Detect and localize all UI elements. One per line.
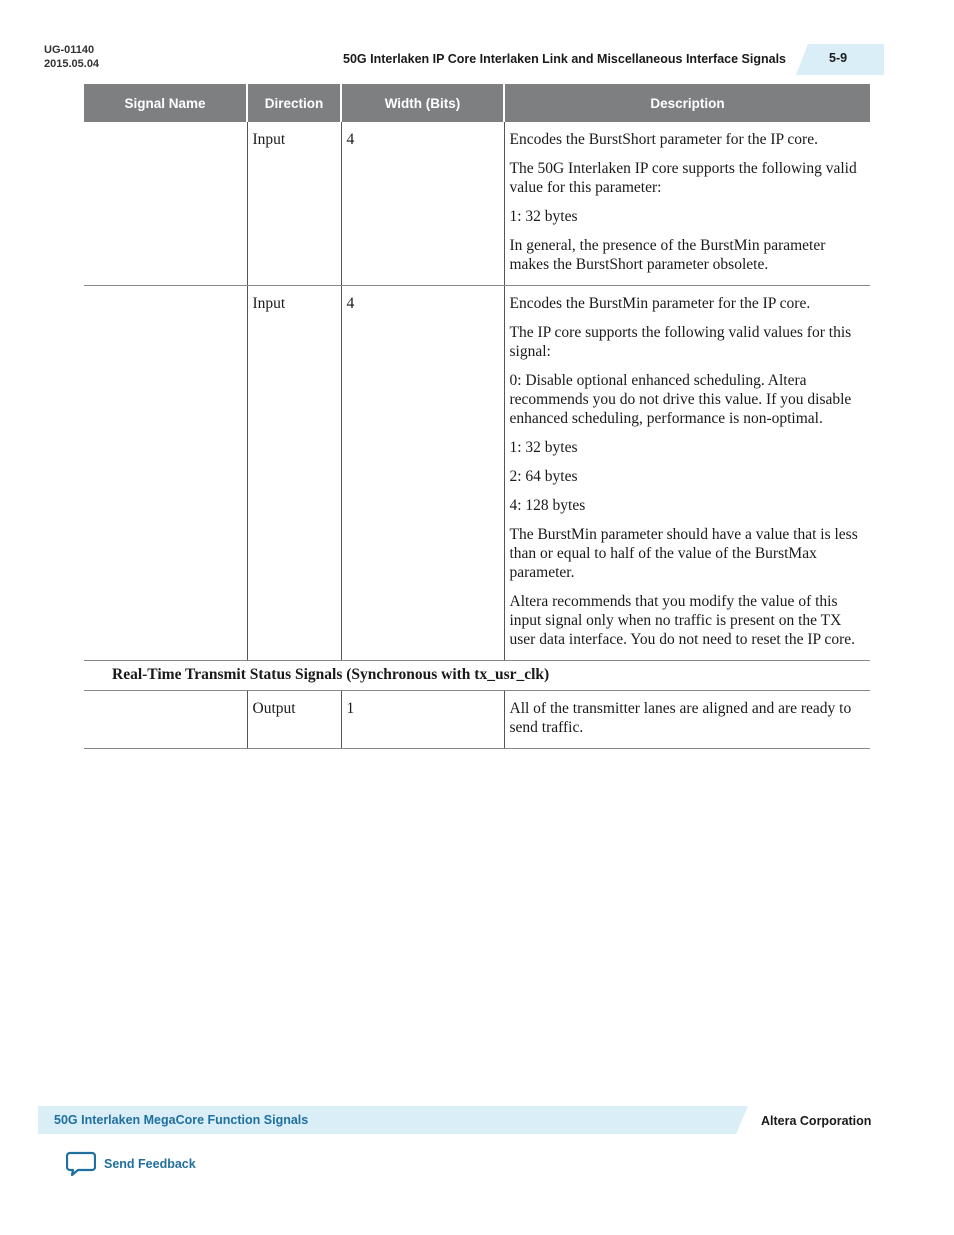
description-paragraph: The IP core supports the following valid values for this signal: xyxy=(509,324,852,360)
signal-name-cell xyxy=(84,691,247,749)
signal-name-cell xyxy=(84,122,247,286)
description-paragraph: All of the transmitter lanes are aligned and are ready to send traffic. xyxy=(509,700,852,736)
section-row xyxy=(84,661,870,691)
send-feedback-label[interactable]: Send Feedback xyxy=(104,1157,196,1171)
description-paragraph: 1: 32 bytes xyxy=(509,439,578,456)
table-row xyxy=(84,691,870,749)
footer-section-link[interactable]: 50G Interlaken MegaCore Function Signals xyxy=(54,1113,309,1127)
column-header-direction: Direction xyxy=(247,84,341,122)
description-cell xyxy=(504,122,870,286)
description-cell xyxy=(504,286,870,661)
doc-date: 2015.05.04 xyxy=(44,58,100,70)
send-feedback-link[interactable] xyxy=(66,1151,196,1177)
description-paragraph: Encodes the BurstShort parameter for the IP core. xyxy=(509,131,818,148)
column-header-width: Width (Bits) xyxy=(341,84,504,122)
table-row xyxy=(84,122,870,286)
description-paragraph: 1: 32 bytes xyxy=(509,208,578,225)
table-row xyxy=(84,286,870,661)
description-cell xyxy=(504,691,870,749)
column-header-description: Description xyxy=(504,84,870,122)
width-cell: 4 xyxy=(341,122,504,286)
description-paragraph: 0: Disable optional enhanced scheduling. Altera recommends you do not drive this value. If you disable enhanced scheduling, performance is non-optimal. xyxy=(509,372,852,427)
description-paragraph: In general, the presence of the BurstMin parameter makes the BurstShort parameter obsolete. xyxy=(509,237,826,273)
description-paragraph: Encodes the BurstMin parameter for the IP core. xyxy=(509,295,811,312)
page-header-title: 50G Interlaken IP Core Interlaken Link and Miscellaneous Interface Signals xyxy=(343,52,786,66)
width-cell: 1 xyxy=(341,691,504,749)
direction-cell: Input xyxy=(247,122,341,286)
description-paragraph: 4: 128 bytes xyxy=(509,497,586,514)
doc-id-block xyxy=(44,43,99,71)
signal-name-cell xyxy=(84,286,247,661)
footer-company: Altera Corporation xyxy=(761,1114,872,1128)
speech-bubble-icon xyxy=(66,1151,96,1177)
column-header-signal-name: Signal Name xyxy=(84,84,247,122)
description-paragraph: 2: 64 bytes xyxy=(509,468,578,485)
direction-cell: Input xyxy=(247,286,341,661)
signals-table xyxy=(84,84,870,749)
doc-id: UG-01140 xyxy=(44,44,95,56)
section-title: Real-Time Transmit Status Signals (Synchronous with tx_usr_clk) xyxy=(84,661,870,691)
page-number: 5-9 xyxy=(829,51,848,65)
width-cell: 4 xyxy=(341,286,504,661)
description-paragraph: The BurstMin parameter should have a value that is less than or equal to half of the value of the BurstMax parameter. xyxy=(509,526,858,581)
table-header-row xyxy=(84,84,870,122)
direction-cell: Output xyxy=(247,691,341,749)
description-paragraph: Altera recommends that you modify the value of this input signal only when no traffic is present on the TX user data interface. You do not need to reset the IP core. xyxy=(509,593,855,648)
description-paragraph: The 50G Interlaken IP core supports the following valid value for this parameter: xyxy=(509,160,857,196)
